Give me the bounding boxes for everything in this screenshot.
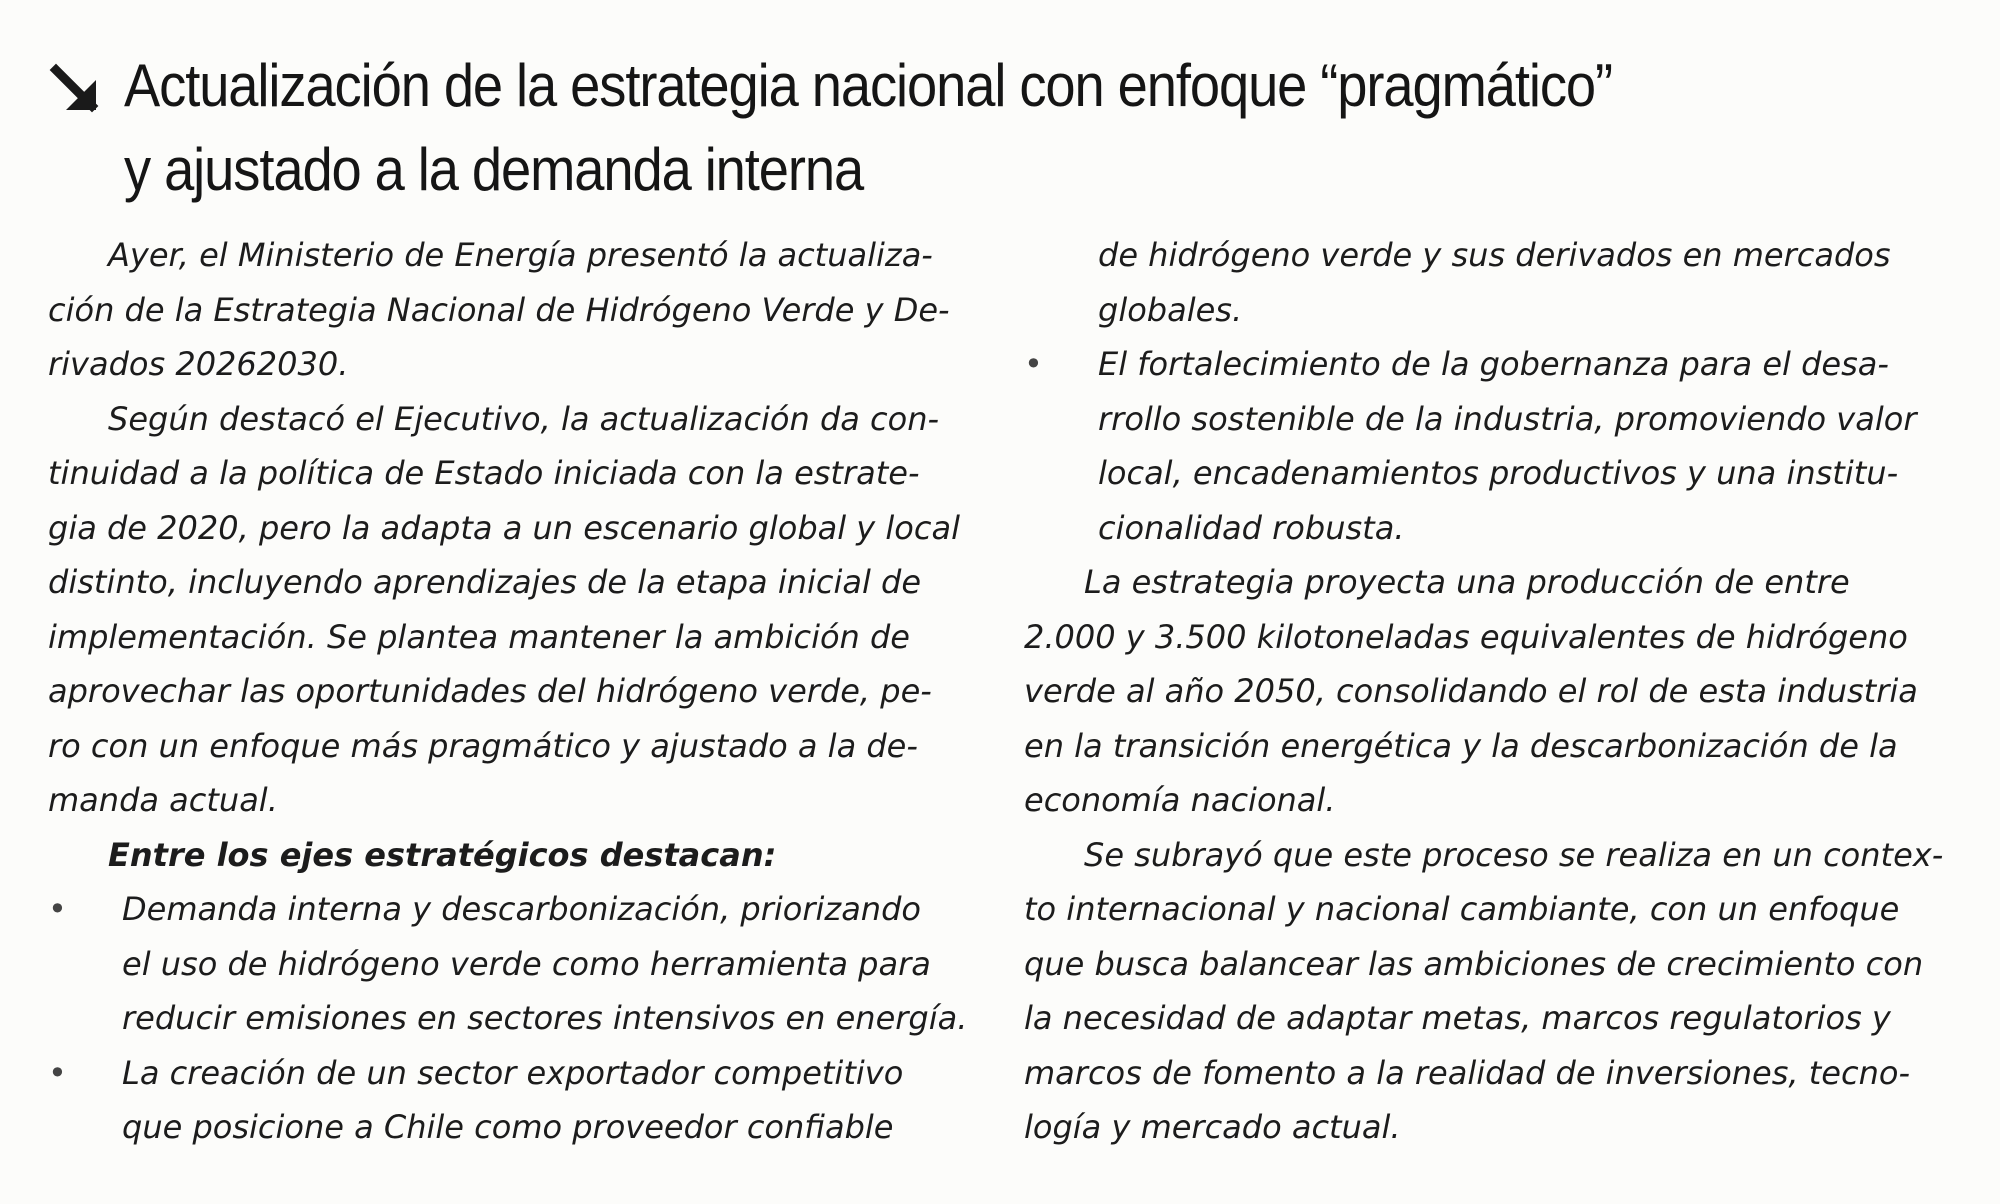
body-line: que posicione a Chile como proveedor confiable bbox=[122, 1108, 894, 1146]
body-line: to internacional y nacional cambiante, con un enfoque bbox=[1024, 890, 1900, 928]
body-line: ro con un enfoque más pragmático y ajustado a la de- bbox=[48, 726, 918, 765]
body-line: cionalidad robusta. bbox=[1098, 508, 1405, 547]
body-line: La estrategia proyecta una producción de entre bbox=[1084, 563, 1850, 601]
body-line: el uso de hidrógeno verde como herramienta para bbox=[122, 944, 931, 983]
body-line: verde al año 2050, consolidando el rol de esta industria bbox=[1024, 672, 1918, 710]
headline-line-1: Actualización de la estrategia nacional con enfoque “pragmático” bbox=[124, 52, 1613, 119]
body-line: Se subrayó que este proceso se realiza en un contex- bbox=[1084, 835, 1944, 874]
body-line: la necesidad de adaptar metas, marcos regulatorios y bbox=[1024, 999, 1891, 1037]
body-line: de hidrógeno verde y sus derivados en mercados bbox=[1098, 236, 1891, 274]
left-column bbox=[48, 228, 968, 1155]
body-line: aprovechar las oportunidades del hidrógeno verde, pe- bbox=[48, 672, 932, 710]
body-line: economía nacional. bbox=[1024, 781, 1336, 819]
bullet-item-line bbox=[48, 882, 968, 937]
body-line: manda actual. bbox=[48, 781, 278, 819]
bullet-item-line bbox=[1024, 337, 1952, 392]
bullet-item-line bbox=[48, 1046, 968, 1101]
headline-line-2: y ajustado a la demanda interna bbox=[124, 136, 864, 203]
body-line: rrollo sostenible de la industria, promoviendo valor bbox=[1098, 399, 1917, 438]
body-line: distinto, incluyendo aprendizajes de la etapa inicial de bbox=[48, 563, 922, 601]
bullet-marker: • bbox=[48, 1053, 67, 1092]
bullet-text: El fortalecimiento de la gobernanza para el desa- bbox=[1098, 345, 1889, 383]
arrow-down-right-icon bbox=[48, 62, 102, 116]
body-line: que busca balancear las ambiciones de crecimiento con bbox=[1024, 944, 1924, 983]
body-line: globales. bbox=[1098, 290, 1243, 329]
body-line: local, encadenamientos productivos y una institu- bbox=[1098, 454, 1899, 492]
subheading: Entre los ejes estratégicos destacan: bbox=[108, 835, 777, 874]
bullet-marker: • bbox=[48, 890, 67, 928]
body-line: implementación. Se plantea mantener la ambición de bbox=[48, 617, 910, 656]
right-column bbox=[1024, 228, 1952, 1155]
body-line: ción de la Estrategia Nacional de Hidrógeno Verde y De- bbox=[48, 290, 950, 329]
body-line: tinuidad a la política de Estado iniciada con la estrate- bbox=[48, 454, 920, 492]
bullet-text: Demanda interna y descarbonización, priorizando bbox=[122, 890, 921, 928]
body-line: logía y mercado actual. bbox=[1024, 1108, 1401, 1146]
body-line: en la transición energética y la descarbonización de la bbox=[1024, 726, 1898, 765]
bullet-marker: • bbox=[1024, 345, 1043, 383]
body-line: reducir emisiones en sectores intensivos en energía. bbox=[122, 999, 968, 1037]
body-line: 2.000 y 3.500 kilotoneladas equivalentes de hidrógeno bbox=[1024, 617, 1908, 656]
body-line: marcos de fomento a la realidad de inversiones, tecno- bbox=[1024, 1053, 1910, 1092]
bullet-text: La creación de un sector exportador competitivo bbox=[122, 1053, 904, 1092]
body-line: Según destacó el Ejecutivo, la actualización da con- bbox=[108, 399, 940, 438]
body-line: Ayer, el Ministerio de Energía presentó la actualiza- bbox=[108, 236, 933, 274]
body-line: gia de 2020, pero la adapta a un escenario global y local bbox=[48, 508, 960, 547]
body-line: rivados 20262030. bbox=[48, 345, 349, 383]
